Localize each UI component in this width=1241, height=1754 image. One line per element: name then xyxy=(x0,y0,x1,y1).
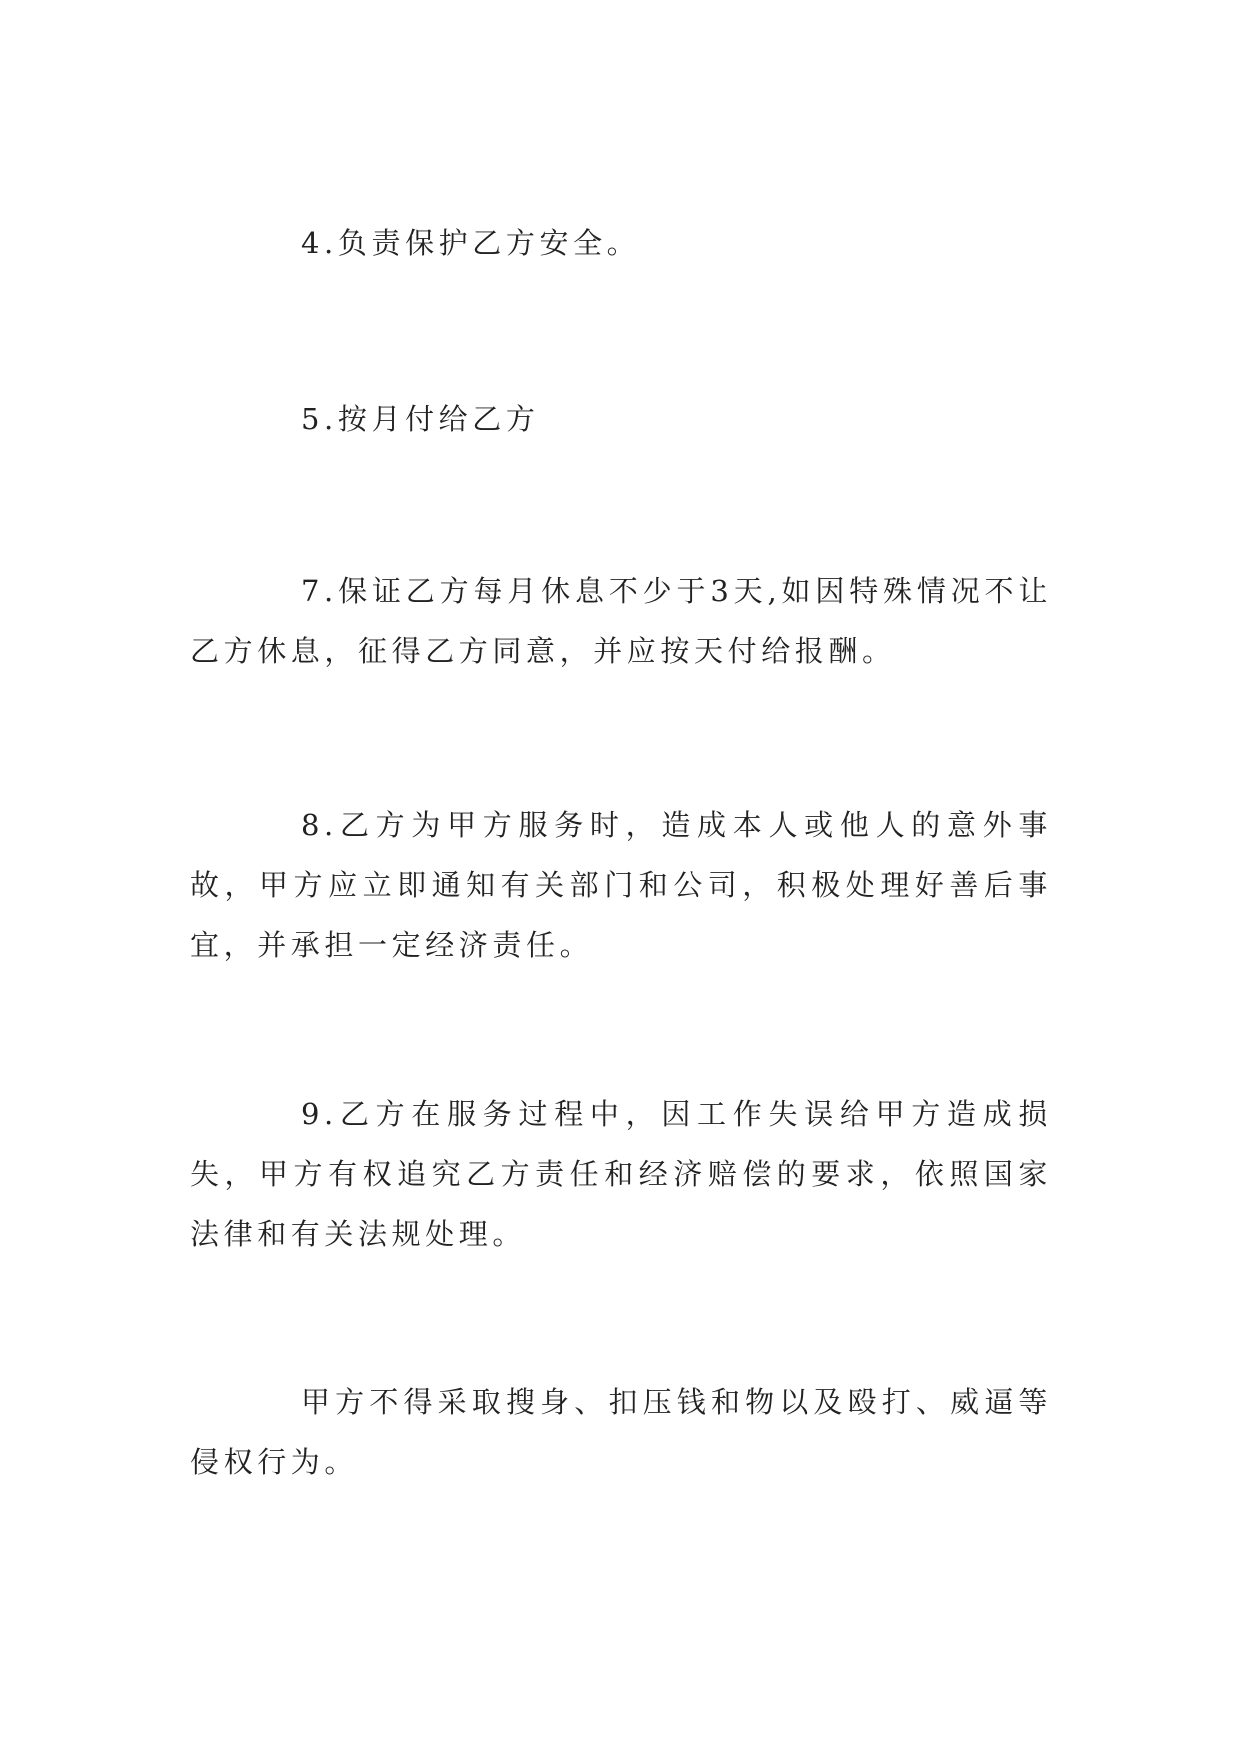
paragraph-item-7: 7.保证乙方每月休息不少于3天,如因特殊情况不让乙方休息，征得乙方同意，并应按天付给报酬。 xyxy=(190,574,1052,668)
paragraph-item-5: 5.按月付给乙方 xyxy=(301,402,540,436)
paragraph-item-9: 9.乙方在服务过程中，因工作失误给甲方造成损失，甲方有权追究乙方责任和经济赔偿的要求，依照国家法律和有关法规处理。 xyxy=(190,1097,1052,1251)
paragraph-item-8: 8.乙方为甲方服务时，造成本人或他人的意外事故，甲方应立即通知有关部门和公司，积极处理好善后事宜，并承担一定经济责任。 xyxy=(190,808,1052,962)
paragraph-item-4: 4.负责保护乙方安全。 xyxy=(301,226,641,260)
paragraph-prohibition: 甲方不得采取搜身、扣压钱和物以及殴打、威逼等侵权行为。 xyxy=(190,1385,1052,1479)
